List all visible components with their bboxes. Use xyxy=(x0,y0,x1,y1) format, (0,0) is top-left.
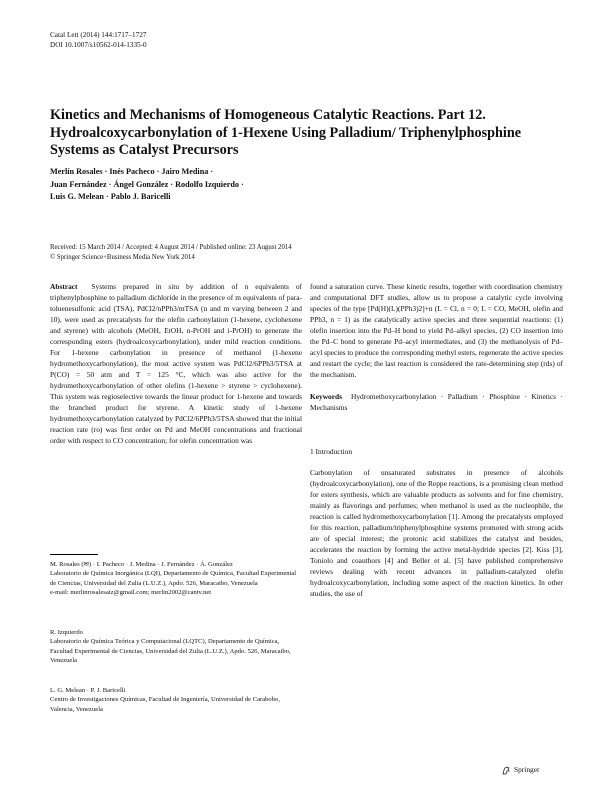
affiliation-address: Laboratorio de Química Inorgánica (LQI), Departamento de Química, Facultad Experimental de Ciencias, Universidad del Zulia (L.U.Z.), Apdo. 526, Maracaibo, Venezuela xyxy=(50,570,297,587)
publisher-footer xyxy=(502,765,539,775)
affiliation-names: R. Izquierdo xyxy=(50,629,83,636)
abstract-text-left: Systems prepared in situ by addition of n equivalents of triphenylphosphine to palladium dichloride in the presence of m equivalents of para-toluenesulfonic acid (TSA), PdCl2/nPPh3/mTSA (n and m varying between 2 and 10), were used as precatalysts for the olefin carbonylation (1-hexene, cyclohexene and styrene) with alcohols (MeOH, EtOH, n-PrOH and i-PrOH) to generate the corresponding esters (hydroalcoxycarbonylation), under mild reaction conditions. For 1-hexene carbonylation in presence of methanol (1-hexene hydromethoxycarbonylation), the most active system was PdCl2/6PPh3/5TSA at P(CO) = 50 atm and T = 125 °C, which was also active for the hydromethoxycarbonylation of other olefins (1-hexene > styrene > cyclohexene). This system was regioselective towards the linear product for 1-hexene and towards the branched product for styrene. A kinetic study of 1-hexene hydromethoxycarbonylation catalyzed by PdCl2/6PPh3/5TSA showed that the initial reaction rate (ro) was first order on Pd and MeOH concentrations and fractional order with respect to CO concentration; for olefin concentration was xyxy=(50,282,302,445)
right-column xyxy=(310,281,563,599)
publisher-name: Springer xyxy=(514,765,540,774)
paper-title: Kinetics and Mechanisms of Homogeneous Catalytic Reactions. Part 12. Hydroalcoxycarbonylation of 1-Hexene Using Palladium/ Triphenylphosphine Systems as Catalyst Precursors xyxy=(50,107,522,158)
journal-citation: Catal Lett (2014) 144:1717–1727 xyxy=(50,31,147,39)
abstract-label: Abstract xyxy=(50,282,78,291)
affiliation-address: Laboratorio de Química Teórica y Computacional (LQTC), Departamento de Química, Facultad Experimental de Ciencias, Universidad del Zulia (L.U.Z.), Apdo. 526, Maracaibo, Venezuela xyxy=(50,638,291,664)
publication-dates xyxy=(50,243,550,262)
affiliation-block xyxy=(50,628,302,665)
abstract-continuation: found a saturation curve. These kinetic results, together with coordination chemistry and computational DFT studies, allow us to propose a catalytic cycle involving species of the type [Pd(H)(L)(PPh3)2]+n (L = Cl, n = 0; L = CO, MeOH, olefin and PPh3, n = 1) as the catalytically active species and three sequential reactions: (1) olefin insertion into the Pd–H bond to yield Pd–alkyl species, (2) CO insertion into the Pd–C bond to generate Pd–acyl intermediates, and (3) the methanolysis of Pd–acyl species to produce the corresponding methyl esters, regenerate the active species and restart the cycle; the last reaction is considered the rate-determining step (rds) of the mechanism. xyxy=(310,282,563,379)
affiliation-names: M. Rosales (✉) · I. Pacheco · J. Medina · J. Fernández · Á. González xyxy=(50,561,233,568)
author-list xyxy=(50,166,370,204)
abstract-paragraph xyxy=(50,281,302,446)
affiliation-block xyxy=(50,686,302,714)
received-accepted-published: Received: 15 March 2014 / Accepted: 4 August 2014 / Published online: 23 August 2014 xyxy=(50,244,292,251)
affiliation-names: L. G. Melean · P. J. Baricelli xyxy=(50,687,126,694)
footnote-rule xyxy=(50,554,98,555)
copyright-notice: © Springer Science+Business Media New York 2014 xyxy=(50,253,195,261)
running-header xyxy=(50,30,147,50)
keywords xyxy=(310,391,563,413)
affiliation-email: e-mail: merlinrosalesaiz@gmail.com; merlin2002@cantv.net xyxy=(50,588,212,596)
keywords-label: Keywords xyxy=(310,392,343,401)
author-line: Luis G. Melean · Pablo J. Baricelli xyxy=(50,192,171,201)
author-line: Merlín Rosales · Inés Pacheco · Jairo Medina · xyxy=(50,167,214,176)
introduction-text: Carbonylation of unsaturated substrates in presence of alcohols (hydroalcoxycarbonylation), one of the Reppe reactions, is a promising clean method for esters synthesis, which are valuable products as solvents and for fine chemistry, mainly as flavorings and perfumes; when methanol is used as the nucleophile, the reaction is called hydromethoxycarbonylation [1]. Among the precatalysts employed for this reaction, palladium/triphenylphosphine systems promoted with strong acids are of special interest; the protonic acid stabilizes the catalyst and besides, accelerates the reaction by forming the active metal-hydride species [2]. Kiss [3], Toniolo and coauthors [4] and Beller et al. [5] have published comprehensive reviews dealing with recent advances in palladium-catalyzed olefin hydroalcoxycarbonylation, including some aspect of the reaction kinetics. In other studies, the use of xyxy=(310,468,563,598)
affiliation-block xyxy=(50,560,302,597)
left-column xyxy=(50,281,302,446)
doi: DOI 10.1007/s10562-014-1335-0 xyxy=(50,41,147,49)
affiliation-address: Centro de Investigaciones Químicas, Facultad de Ingeniería, Universidad de Carabobo, Valencia, Venezuela xyxy=(50,696,280,713)
springer-horse-icon xyxy=(502,766,511,775)
keywords-text: Hydromethoxycarbonylation · Palladium · Phosphine · Kinetics · Mechanisms xyxy=(310,392,563,412)
author-line: Juan Fernández · Ángel González · Rodolfo Izquierdo · xyxy=(50,179,244,189)
introduction-heading: 1 Introduction xyxy=(310,447,353,456)
